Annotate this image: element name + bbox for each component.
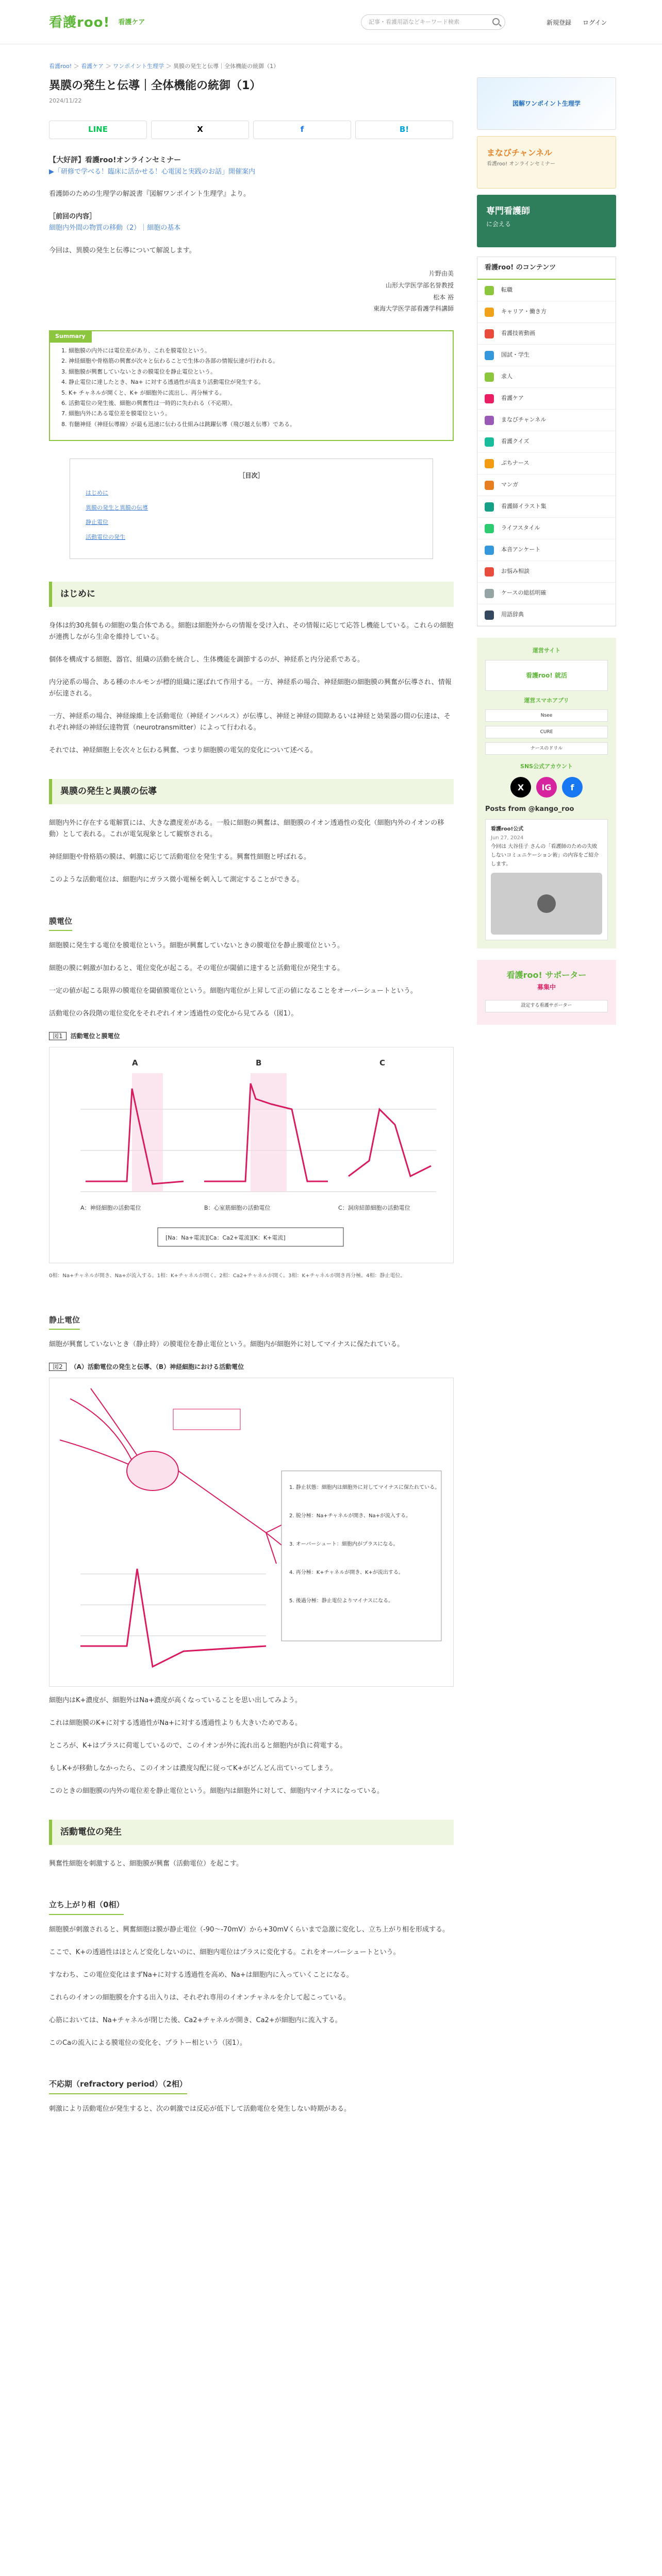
banner-manabi-channel[interactable]	[477, 136, 616, 189]
intro-text: 看護師のための生理学の解説書『図解ワンポイント生理学』より。	[49, 190, 251, 198]
menu-item-career[interactable]	[477, 280, 616, 301]
menu-item-manga[interactable]	[477, 474, 616, 496]
paragraph: 内分泌系の場合、ある種のホルモンが標的組織に運ばれて作用する。一方、神経系の場合、神経細胞の細胞膜の興奮が伝導され、情報が伝達される。	[49, 678, 452, 698]
paragraph: 心筋においては、Na+チャネルが閉じた後、Ca2+チャネルが開き、Ca2+が細胞内に流入する。	[49, 2016, 342, 2025]
panel-a-label: A	[132, 1058, 138, 1067]
menu-label: 看護技術動画	[501, 330, 535, 337]
paragraph: ところが、K+はプラスに荷電しているので、このイオンが外に流れ出ると細胞内が負に荷電する。	[49, 1742, 347, 1750]
paragraph: これは細胞膜のK+に対する透過性がNa+に対する透過性よりも大きいためである。	[49, 1719, 302, 1727]
channel-icon	[485, 416, 494, 425]
figure-1-label	[49, 1031, 454, 1041]
paragraph: このような活動電位は、細胞内にガラス微小電極を刺入して測定することができる。	[49, 876, 304, 884]
figure-1-legend: [Na：Na+電流][Ca：Ca2+電流][K：K+電流]	[166, 1234, 286, 1241]
menu-item-exam[interactable]	[477, 345, 616, 366]
menu-item-quiz[interactable]	[477, 431, 616, 453]
prev-title: ［前回の内容］	[49, 212, 96, 221]
shukatsu-banner[interactable]: 看護roo! 就活	[485, 660, 608, 691]
menu-item-illust[interactable]	[477, 496, 616, 518]
paragraph: 細胞内はK+濃度が、細胞外はNa+濃度が高くなっていることを思い出してみよう。	[49, 1696, 302, 1704]
today-text: 今回は、異膜の発生と伝導について解説します。	[49, 246, 196, 255]
sns-links	[485, 777, 608, 798]
paragraph: 細胞の膜に刺激が加わると、電位変化が起こる。その電位が閾値に達すると活動電位が発生する。	[49, 964, 344, 973]
paragraph: 細胞が興奮していないとき（静止時）の膜電位を静止電位という。細胞内が細胞外に対してマイナスに保たれている。	[49, 1341, 404, 1349]
figure-2-note: 3. オーバーシュート：細胞内がプラスになる。	[289, 1541, 399, 1547]
app-link-cure[interactable]: CURE	[485, 726, 608, 738]
summary-tag: Summary	[49, 330, 92, 343]
figure-2-note: 1. 静止状態：細胞内は細胞外に対してマイナスに保たれている。	[289, 1484, 440, 1490]
tweet-video[interactable]	[491, 873, 602, 935]
supporter-link[interactable]: 設定する看護サポーター	[485, 1000, 608, 1012]
menu-label: 求人	[501, 373, 512, 380]
toc-link[interactable]: 静止電位	[86, 519, 108, 526]
breadcrumb-series[interactable]: ワンポイント生理学	[113, 63, 164, 70]
paragraph: 細胞膜に発生する電位を膜電位という。細胞が興奮していないときの膜電位を静止膜電位という。	[49, 942, 344, 950]
search-icon[interactable]	[492, 18, 500, 25]
paragraph: すなわち、この電位変化はまずNa+に対する透過性を高め、Na+は細胞内に入っていくことになる。	[49, 1971, 353, 1979]
contents-menu	[477, 257, 616, 626]
menu-item-case[interactable]	[477, 583, 616, 604]
table-of-contents	[70, 459, 433, 559]
banner-specialist-nurse[interactable]	[477, 195, 616, 247]
section-heading-action: 活動電位の発生	[49, 1820, 454, 1845]
menu-label: 看護クイズ	[501, 438, 529, 445]
banner-manabi-title: まなびチャンネル	[487, 148, 553, 158]
figure-2-title: （A）活動電位の発生と伝導、（B）神経細胞における活動電位	[70, 1363, 244, 1371]
menu-label: 用語辞典	[501, 611, 524, 618]
briefcase-icon	[485, 286, 494, 295]
supporter-sub: 募集中	[537, 984, 556, 991]
summary-item: 2. 神経細胞や骨格筋の興奮が次々と伝わることで生体の各部の情報伝達が行われる。	[61, 358, 278, 365]
sns-title: SNS公式アカウント	[520, 763, 573, 770]
illustration-icon	[485, 502, 494, 512]
menu-label: マンガ	[501, 481, 518, 488]
article-title: 異膜の発生と伝導｜全体機能の統御（1）	[49, 79, 261, 92]
menu-label: ぷちナース	[501, 460, 529, 467]
x-icon[interactable]: X	[510, 777, 531, 798]
menu-item-channel[interactable]	[477, 410, 616, 431]
login-link[interactable]: ログイン	[583, 19, 607, 26]
logo-section-label[interactable]: 看護ケア	[118, 18, 145, 26]
action-potential-diagram	[49, 1047, 453, 1263]
sidebar	[477, 77, 616, 1025]
menu-item-jobs[interactable]	[477, 366, 616, 388]
summary-item: 7. 細胞内外にある電位差を膜電位という。	[61, 410, 171, 417]
figure-2-note: 5. 後過分極：静止電位よりマイナスになる。	[289, 1598, 394, 1604]
seminar-heading: 【大好評】看護roo!オンラインセミナー	[49, 156, 181, 164]
figure-1-title: 活動電位と膜電位	[70, 1032, 120, 1040]
menu-label: 転職	[501, 286, 512, 294]
figure-2-note: 4. 再分極：K+チャネルが開き、K+が流出する。	[289, 1569, 404, 1575]
paragraph: 身体は約30兆個もの細胞の集合体である。細胞は細胞外からの情報を受け入れ、その情報に応じて応答し機能している。これらの細胞が連携しながら生命を維持している。	[49, 621, 454, 641]
author-name-2: 松本 裕	[433, 293, 454, 301]
article-main	[49, 77, 454, 2126]
paragraph: 個体を構成する細胞、器官、組織の活動を統合し、生体機能を調節するのが、神経系と内分泌系である。	[49, 655, 365, 664]
video-icon	[485, 329, 494, 338]
menu-label: 国試・学生	[501, 351, 529, 359]
search-input[interactable]	[361, 14, 505, 30]
paragraph: 細胞内外に存在する電解質には、大きな濃度差がある。一般に細胞の興奮は、細胞膜のイオン透過性の変化（細胞内外のイオンの移動）として表れる。これが電気現象として観察される。	[49, 819, 444, 839]
menu-item-lifestyle[interactable]	[477, 518, 616, 539]
tweet-date: Jun 27, 2024	[491, 835, 524, 841]
paragraph: このCaの流入による膜電位の変化を、プラトー相という（図1）。	[49, 2039, 246, 2047]
menu-item-care[interactable]	[477, 388, 616, 410]
subheading-membrane: 膜電位	[49, 915, 72, 931]
banner-manabi-sub: 看護roo! オンラインセミナー	[487, 161, 556, 167]
contents-menu-title: 看護roo! のコンテンツ	[477, 257, 616, 280]
summary-item: 8. 有髄神経（神経伝導線）が最も迅速に伝わる仕組みは跳躍伝導（飛び越え伝導）である。	[61, 420, 295, 428]
paragraph: 細胞膜が刺激されると、興奮細胞は膜が静止電位（-90〜-70mV）から+30mVくらいまで急激に変化し、立ち上がり相を形成する。	[49, 1925, 450, 1934]
book-icon	[485, 351, 494, 360]
heart-icon	[485, 394, 494, 403]
toc-link[interactable]: はじめに	[86, 489, 108, 497]
quiz-icon	[485, 437, 494, 447]
nurse-icon	[485, 459, 494, 468]
search-placeholder: 記事・看護用語などキーワード検索	[369, 18, 459, 25]
operating-sites-title: 運営サイト	[532, 647, 561, 654]
section-heading-intro: はじめに	[49, 582, 454, 607]
toc-title: ［目次］	[239, 471, 264, 479]
summary-item: 6. 活動電位の発生後、細胞の興奮性は一時的に失われる（不応期）。	[61, 399, 236, 406]
share-bar	[49, 121, 454, 139]
paragraph: それでは、神経細胞上を次々と伝わる興奮、つまり細胞膜の電気的変化について述べる。	[49, 747, 317, 755]
paragraph: 活動電位の各段階の電位変化をそれぞれイオン透過性の変化から見てみる（図1）。	[49, 1010, 298, 1018]
menu-label: ライフスタイル	[501, 524, 540, 532]
paragraph: ここで、K+の透過性はほとんど変化しないのに、細胞内電位はプラスに変化する。これをオーバーシュートという。	[49, 1948, 400, 1956]
author-block	[49, 268, 454, 315]
register-link[interactable]: 新規登録	[547, 19, 572, 26]
section-heading-excite: 異膜の発生と異膜の伝導	[49, 779, 454, 804]
operating-sites	[477, 638, 616, 948]
figure-1-image	[49, 1047, 454, 1263]
play-icon[interactable]	[537, 894, 556, 913]
banner-physiology-text: 図解ワンポイント生理学	[512, 99, 581, 107]
banner-specialist-sub: に会える	[486, 220, 511, 228]
menu-label: ケースの総括明確	[501, 589, 547, 597]
x-share-button[interactable]: X	[151, 121, 249, 139]
tweet-text: 今回は 大谷佳子 さんの「看護師のための失敗しないコミュニケーション術」の内容をご紹介します。	[491, 844, 599, 868]
author-affil-2: 東海大学医学部看護学科講師	[373, 305, 454, 313]
app-link-nsee[interactable]: Nsee	[485, 709, 608, 722]
menu-label: まなびチャンネル	[501, 416, 547, 423]
apps-title: 運営スマホアプリ	[524, 697, 569, 704]
menu-label: 本音アンケート	[501, 546, 541, 553]
paragraph: 興奮性細胞を刺激すると、細胞膜が興奮（活動電位）を起こす。	[49, 1860, 243, 1868]
summary-item: 3. 細胞膜が興奮していないときの膜電位を静止電位という。	[61, 368, 216, 375]
hatena-share-button[interactable]: B!	[355, 121, 453, 139]
paragraph: もしK+が移動しなかったら、このイオンは濃度勾配に従ってK+がどんどん出ていってしまう。	[49, 1765, 337, 1773]
paragraph: 一方、神経系の場合、神経線維上を活動電位（神経インパルス）が伝導し、神経と神経の間隙あるいは神経と効果器の間の伝達は、それぞれ神経の神経伝達物質（neurotransmitter）によって行われる。	[49, 713, 451, 732]
embedded-tweet[interactable]	[485, 819, 608, 940]
facebook-icon[interactable]: f	[562, 777, 583, 798]
paragraph: 刺激により活動電位が発生すると、次の刺激では反応が低下して活動電位を発生しない時期がある。	[49, 2105, 351, 2113]
toc-link[interactable]: 異膜の発生と異膜の伝導	[86, 504, 148, 511]
supporter-recruit	[477, 960, 616, 1025]
neuron-action-potential-diagram	[49, 1378, 453, 1686]
survey-icon	[485, 546, 494, 555]
breadcrumb: 看護roo! ＞ 看護ケア ＞ ワンポイント生理学 ＞ 異膜の発生と伝導｜全体機能の統御（1）	[49, 63, 279, 70]
menu-item-survey[interactable]	[477, 539, 616, 561]
summary-box	[49, 330, 454, 441]
summary-item: 1. 細胞膜の内外には電位差があり、これを膜電位という。	[61, 347, 210, 354]
search-job-icon	[485, 372, 494, 382]
paragraph: 一定の値が起こる限界の膜電位を閾値膜電位という。細胞内電位が上昇して正の値になることをオーバーシュートという。	[49, 987, 417, 995]
case-icon	[485, 589, 494, 598]
article-date: 2024/11/22	[49, 97, 82, 104]
menu-item-puchi[interactable]	[477, 453, 616, 474]
figure-1-caption: 0相：Na+チャネルが開き、Na+が流入する。1相：K+チャネルが開く。2相：Ca2+チャネルが開く。3相：K+チャネルが開き再分極。4相：静止電位。	[49, 1273, 406, 1279]
author-name-1: 片野由美	[428, 269, 454, 277]
figure-2-label	[49, 1362, 454, 1372]
panel-c-label: C	[379, 1058, 386, 1067]
figure-2-image	[49, 1378, 454, 1687]
summary-item: 5. K+ チャネルが開くと、K+ が細胞外に流出し、再分極する。	[61, 389, 225, 396]
manga-icon	[485, 481, 494, 490]
summary-item: 4. 静止電位に達したとき、Na+ に対する透過性が高まり活動電位が発生する。	[61, 379, 264, 386]
tweet-author: 看護roo!公式	[491, 826, 524, 833]
menu-label: 看護ケア	[501, 395, 524, 402]
paragraph: このときの細胞膜の内外の電位差を静止電位という。細胞内は細胞外に対して、細胞内マイナスになっている。	[49, 1787, 384, 1795]
seminar-link[interactable]: ▶「研修で学べる！臨床に活かせる！心電図と実践のお話」開催案内	[49, 168, 255, 176]
subheading-rise: 立ち上がり相（0相）	[49, 1899, 124, 1915]
line-share-button[interactable]: LINE	[49, 121, 147, 139]
site-header	[0, 0, 662, 44]
breadcrumb-care[interactable]: 看護ケア	[81, 63, 104, 70]
breadcrumb-current: 異膜の発生と伝導｜全体機能の統御（1）	[173, 63, 279, 70]
instagram-icon[interactable]: IG	[536, 777, 557, 798]
app-link-drill[interactable]: ナースのドリル	[485, 742, 608, 755]
banner-physiology[interactable]	[477, 77, 616, 130]
breadcrumb-home[interactable]: 看護roo!	[49, 63, 72, 70]
leaf-icon	[485, 524, 494, 533]
subheading-resting: 静止電位	[49, 1314, 80, 1330]
toc-link[interactable]: 活動電位の発生	[86, 534, 125, 541]
paragraph: これらのイオンの細胞膜を介する出入りは、それぞれ専用のイオンチャネルを介して起こっている。	[49, 1994, 350, 2002]
figure-2-number: 図2	[49, 1363, 67, 1371]
banner-specialist-title: 専門看護師	[486, 206, 530, 216]
menu-label: 看護師イラスト集	[501, 503, 547, 510]
panel-c-caption: C：洞房結節細胞の活動電位	[338, 1204, 410, 1211]
menu-item-workstyle[interactable]	[477, 301, 616, 323]
posts-title: Posts from @kango_roo	[485, 805, 574, 814]
prev-article-link[interactable]: 細胞内外間の物質の移動（2）｜細胞の基本	[49, 224, 181, 232]
dictionary-icon	[485, 611, 494, 620]
paragraph: 神経細胞や骨格筋の膜は、刺激に応じて活動電位を発生する。興奮性細胞と呼ばれる。	[49, 853, 311, 861]
menu-label: キャリア・働き方	[501, 308, 547, 315]
chat-icon	[485, 567, 494, 577]
site-logo[interactable]	[49, 11, 145, 34]
menu-label: お悩み相談	[501, 568, 529, 575]
author-affil-1: 山形大学医学部名誉教授	[385, 281, 454, 289]
person-icon	[485, 308, 494, 317]
panel-a-caption: A：神経細胞の活動電位	[80, 1204, 141, 1211]
panel-b-label: B	[256, 1058, 262, 1067]
subheading-refractory: 不応期（refractory period）（2相）	[49, 2078, 187, 2094]
facebook-share-button[interactable]: f	[253, 121, 351, 139]
menu-item-video[interactable]	[477, 323, 616, 345]
figure-2-note: 2. 脱分極：Na+チャネルが開き、Na+が流入する。	[289, 1513, 411, 1519]
figure-1-number: 図1	[49, 1032, 67, 1040]
logo-wordmark[interactable]: 看護roo!	[49, 15, 110, 30]
menu-item-dictionary[interactable]	[477, 604, 616, 626]
supporter-title: 看護roo! サポーター	[506, 970, 587, 980]
panel-b-caption: B：心室筋細胞の活動電位	[204, 1204, 271, 1211]
menu-item-advice[interactable]	[477, 561, 616, 583]
